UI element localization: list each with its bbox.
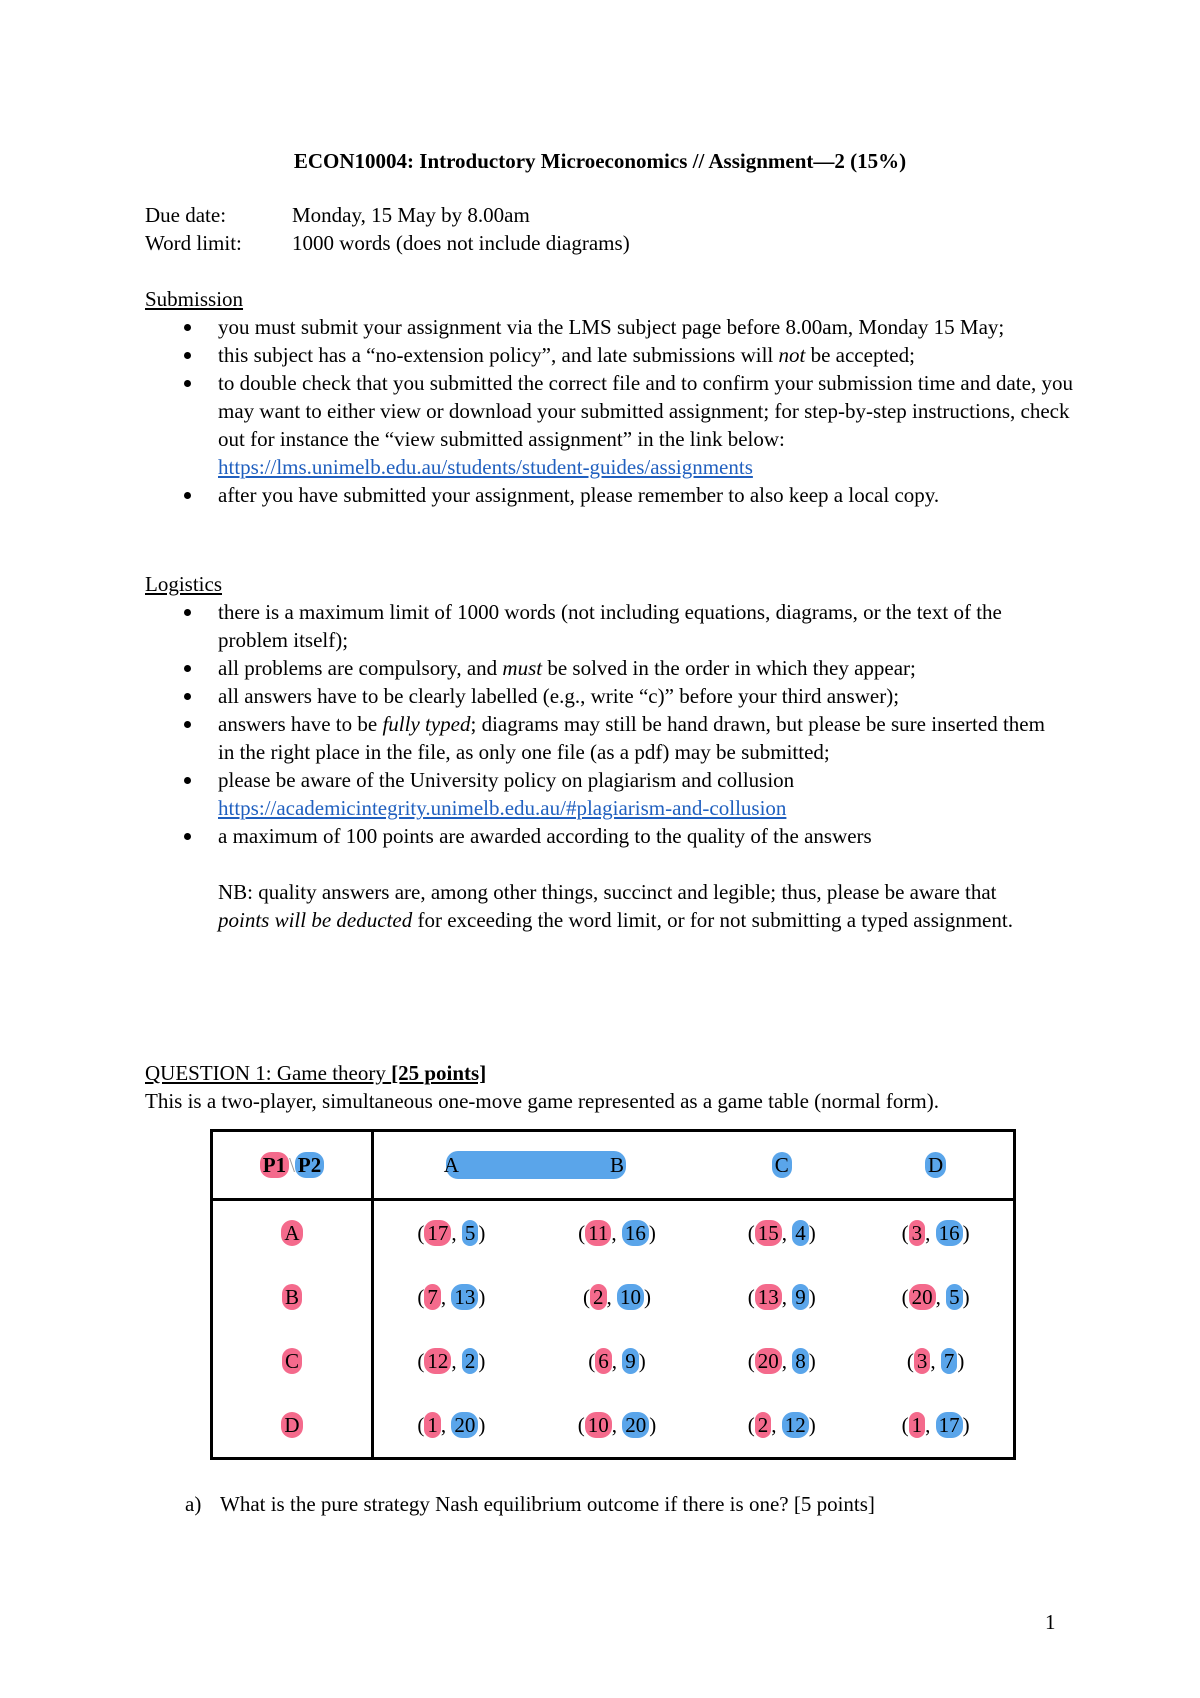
list-item <box>145 654 1045 682</box>
list-item-text: this subject has a “no-extension policy”, and late submissions will <box>218 343 779 367</box>
player-1-payoff: 1 <box>424 1412 441 1438</box>
logistics-heading: Logistics <box>145 572 222 596</box>
game-table-row <box>212 1265 1015 1329</box>
list-item <box>145 369 1075 481</box>
question-1-heading <box>145 1059 1105 1087</box>
submission-heading: Submission <box>145 287 244 311</box>
list-item <box>145 481 1075 509</box>
payoff-cell: ( 13 , 9 ) <box>747 1285 816 1309</box>
player-2-payoff: 5 <box>462 1220 479 1246</box>
game-table-row <box>212 1200 1015 1266</box>
game-table <box>210 1129 1016 1460</box>
list-item <box>145 598 1045 654</box>
row-header <box>212 1265 373 1329</box>
question-1-title: QUESTION 1: Game theory <box>145 1061 392 1085</box>
word-limit-value: 1000 words (does not include diagrams) <box>292 231 630 255</box>
player-2-payoff: 2 <box>462 1348 479 1374</box>
game-table-header-row <box>212 1131 1015 1200</box>
player-2-payoff: 4 <box>792 1220 809 1246</box>
list-item-text: answers have to be <box>218 712 383 736</box>
game-table-corner <box>212 1131 373 1200</box>
player-1-payoff: 20 <box>755 1348 782 1374</box>
player-1-payoff: 10 <box>585 1412 612 1438</box>
list-item <box>145 682 1045 710</box>
nb-note <box>145 850 1045 934</box>
player-1-payoff: 3 <box>909 1220 926 1246</box>
player-2-payoff: 16 <box>622 1220 649 1246</box>
row-label: D <box>281 1412 302 1438</box>
player-2-label: P2 <box>295 1152 324 1178</box>
payoff-cell: ( 12 , 2 ) <box>417 1349 486 1373</box>
lms-assignments-link[interactable]: https://lms.unimelb.edu.au/students/student-guides/assignments <box>218 455 753 479</box>
row-label: A <box>281 1220 302 1246</box>
column-label: B <box>610 1153 625 1177</box>
nb-text: for exceeding the word limit, or for not submitting a typed assignment. <box>412 908 1013 932</box>
player-1-payoff: 17 <box>424 1220 451 1246</box>
player-1-payoff: 11 <box>585 1220 611 1246</box>
payoff-cell: ( 10 , 20 ) <box>577 1413 657 1437</box>
due-date-value: Monday, 15 May by 8.00am <box>292 203 530 227</box>
assignment-meta <box>145 201 630 257</box>
player-1-payoff: 3 <box>914 1348 931 1374</box>
logistics-section <box>145 570 1045 934</box>
list-item-text: you must submit your assignment via the LMS subject page before 8.00am, Monday 15 May; <box>218 315 1005 339</box>
payoff-cell: ( 20 , 8 ) <box>747 1349 816 1373</box>
document-title: ECON10004: Introductory Microeconomics // Assignment—2 (15%) <box>293 149 907 173</box>
player-2-payoff: 13 <box>451 1284 478 1310</box>
player-1-payoff: 20 <box>909 1284 936 1310</box>
column-label: A <box>443 1153 459 1177</box>
list-item-text: to double check that you submitted the correct file and to confirm your submission time and date, you may want to either view or download your submitted assignment; for step-by-step instructions, check out for instance the “view submitted assignment” in the link below: <box>218 371 1073 451</box>
player-1-label: P1 <box>260 1152 289 1178</box>
payoff-cell: ( 7 , 13 ) <box>417 1285 486 1309</box>
payoff-cell: ( 3 , 7 ) <box>906 1349 965 1373</box>
list-item <box>145 710 1045 766</box>
list-item-text: be solved in the order in which they appear; <box>542 656 916 680</box>
due-date-label: Due date: <box>145 203 227 227</box>
payoff-cell: ( 11 , 16 ) <box>578 1221 656 1245</box>
question-1a-text: What is the pure strategy Nash equilibrium outcome if there is one? [5 points] <box>220 1492 875 1516</box>
list-item-text: all answers have to be clearly labelled (e.g., write “c)” before your third answer); <box>218 684 900 708</box>
payoff-cell: ( 2 , 10 ) <box>583 1285 652 1309</box>
list-item <box>145 341 1075 369</box>
list-item-text: all problems are compulsory, and <box>218 656 503 680</box>
player-2-payoff: 16 <box>936 1220 963 1246</box>
player-1-payoff: 15 <box>755 1220 782 1246</box>
player-1-payoff: 1 <box>909 1412 926 1438</box>
player-1-payoff: 12 <box>424 1348 451 1374</box>
row-label: B <box>282 1284 302 1310</box>
logistics-list <box>145 598 1045 934</box>
payoff-cell: ( 1 , 20 ) <box>417 1413 486 1437</box>
row-header <box>212 1329 373 1393</box>
emphasis-text: must <box>502 656 543 680</box>
column-header-C <box>705 1131 858 1200</box>
player-2-payoff: 12 <box>782 1412 809 1438</box>
list-item-text: there is a maximum limit of 1000 words (not including equations, diagrams, or the text of the problem itself); <box>218 600 1002 652</box>
word-limit-label: Word limit: <box>145 231 242 255</box>
emphasis-text: fully typed <box>382 712 471 736</box>
player-2-payoff: 20 <box>451 1412 478 1438</box>
payoff-cell: ( 3 , 16 ) <box>901 1221 970 1245</box>
list-item-text: a maximum of 100 points are awarded according to the quality of the answers <box>218 824 872 848</box>
game-table-row <box>212 1393 1015 1459</box>
list-item-text: after you have submitted your assignment, please remember to also keep a local copy. <box>218 483 940 507</box>
list-item <box>145 822 1045 850</box>
payoff-cell: ( 20 , 5 ) <box>901 1285 970 1309</box>
player-2-payoff: 7 <box>941 1348 958 1374</box>
payoff-cell: ( 2 , 12 ) <box>747 1413 816 1437</box>
player-2-payoff: 8 <box>792 1348 809 1374</box>
payoff-cell: ( 6 , 9 ) <box>588 1349 646 1373</box>
player-2-payoff: 17 <box>936 1412 963 1438</box>
list-item-text: ; diagrams may still be hand drawn, but please be sure inserted them in the right place in the file, as only one file (as a pdf) may be submitted; <box>218 712 1045 764</box>
nb-text: NB: quality answers are, among other things, succinct and legible; thus, please be aware that <box>218 880 997 904</box>
corner-separator: \ <box>289 1153 295 1177</box>
payoff-cell: ( 17 , 5 ) <box>417 1221 486 1245</box>
submission-section <box>145 285 1075 509</box>
question-1a <box>185 1490 875 1518</box>
player-1-payoff: 2 <box>590 1284 607 1310</box>
row-label: C <box>282 1348 302 1374</box>
player-2-payoff: 9 <box>792 1284 809 1310</box>
payoff-cell: ( 1 , 17 ) <box>901 1413 970 1437</box>
question-1-description: This is a two-player, simultaneous one-move game represented as a game table (normal form). <box>145 1089 939 1113</box>
list-item <box>145 313 1075 341</box>
game-table-body <box>212 1200 1015 1459</box>
emphasis-text: points will be deducted <box>218 908 413 932</box>
player-2-payoff: 10 <box>617 1284 644 1310</box>
due-date-row <box>145 201 630 229</box>
word-limit-row <box>145 229 630 257</box>
column-label: D <box>925 1152 946 1178</box>
list-item-text: please be aware of the University policy on plagiarism and collusion <box>218 768 795 792</box>
row-header <box>212 1200 373 1266</box>
player-1-payoff: 6 <box>595 1348 612 1374</box>
list-item <box>145 766 1045 822</box>
question-1a-label: a) <box>185 1492 202 1516</box>
page-number: 1 <box>1045 1610 1056 1634</box>
column-header-A <box>373 1131 529 1200</box>
plagiarism-policy-link[interactable]: https://academicintegrity.unimelb.edu.au/#plagiarism-and-collusion <box>218 796 787 820</box>
column-header-D <box>858 1131 1014 1200</box>
player-2-payoff: 20 <box>622 1412 649 1438</box>
column-label: C <box>772 1152 792 1178</box>
game-table-row <box>212 1329 1015 1393</box>
emphasis-text: not <box>778 343 806 367</box>
spacer <box>218 850 1045 878</box>
player-1-payoff: 13 <box>755 1284 782 1310</box>
question-1 <box>145 1059 1105 1115</box>
payoff-cell: ( 15 , 4 ) <box>747 1221 816 1245</box>
row-header <box>212 1393 373 1459</box>
player-1-payoff: 2 <box>755 1412 772 1438</box>
submission-list <box>145 313 1075 509</box>
header-highlight-strip <box>443 1151 626 1179</box>
player-2-payoff: 9 <box>622 1348 639 1374</box>
player-1-payoff: 7 <box>424 1284 441 1310</box>
player-2-payoff: 5 <box>946 1284 963 1310</box>
question-1-points: [25 points] <box>391 1061 487 1085</box>
list-item-text: be accepted; <box>805 343 915 367</box>
